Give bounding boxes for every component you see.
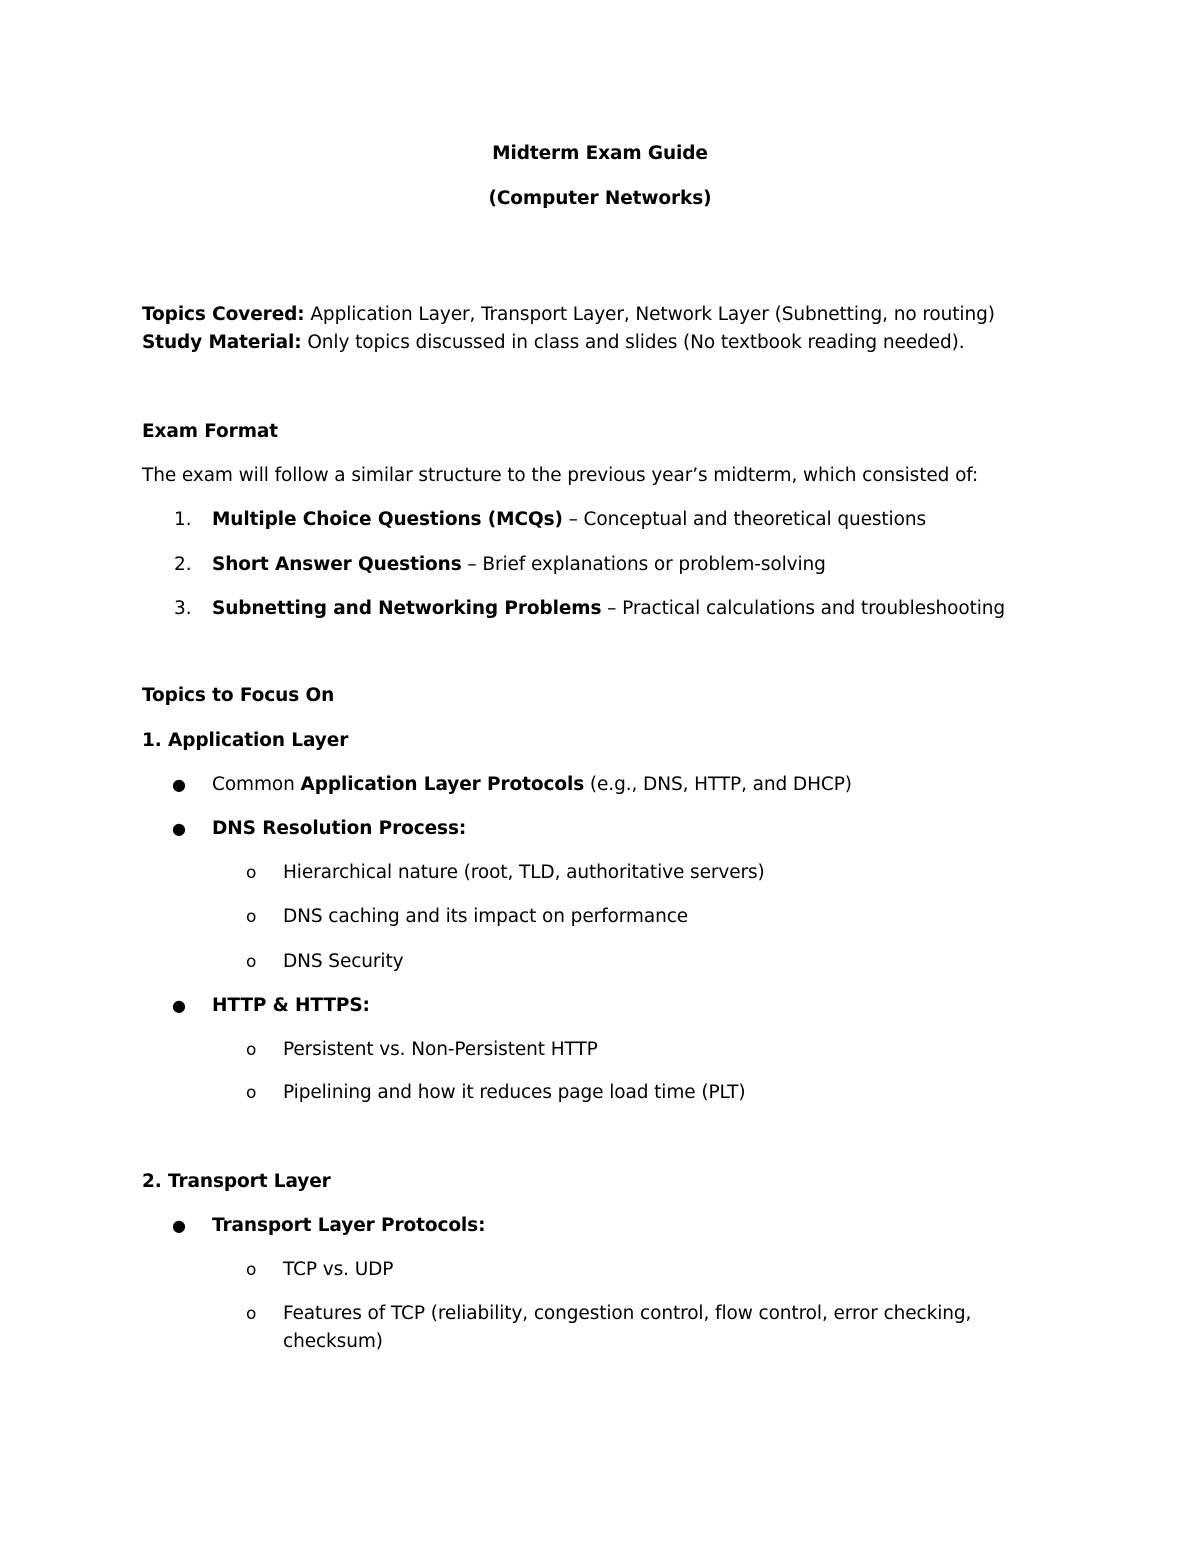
sub-bullet-icon: o <box>246 1040 257 1060</box>
application-protocols-item: Common Application Layer Protocols (e.g., DNS, HTTP, and DHCP) <box>212 774 852 795</box>
list-number: 1. <box>174 509 192 530</box>
dns-sub-item: DNS caching and its impact on performance <box>283 906 689 927</box>
dns-resolution-item: DNS Resolution Process: <box>212 818 467 839</box>
transport-sub-item-continued: checksum) <box>283 1331 383 1352</box>
bullet-icon: ● <box>172 996 186 1015</box>
http-sub-item: Pipelining and how it reduces page load time (PLT) <box>283 1082 746 1103</box>
list-number: 3. <box>174 598 192 619</box>
transport-sub-item: TCP vs. UDP <box>283 1259 394 1280</box>
http-sub-item: Persistent vs. Non-Persistent HTTP <box>283 1039 598 1060</box>
document-title: Midterm Exam Guide <box>492 143 708 164</box>
application-layer-heading: 1. Application Layer <box>142 730 349 751</box>
exam-format-intro: The exam will follow a similar structure to the previous year’s midterm, which consisted of: <box>142 465 979 486</box>
focus-heading: Topics to Focus On <box>142 685 335 706</box>
http-item: HTTP & HTTPS: <box>212 995 370 1016</box>
study-material: Study Material: Only topics discussed in class and slides (No textbook reading needed). <box>142 332 965 353</box>
transport-protocols-item: Transport Layer Protocols: <box>212 1215 486 1236</box>
bullet-icon: ● <box>172 775 186 794</box>
dns-sub-item: Hierarchical nature (root, TLD, authoritative servers) <box>283 862 765 883</box>
transport-layer-heading: 2. Transport Layer <box>142 1171 331 1192</box>
exam-format-item: Subnetting and Networking Problems – Practical calculations and troubleshooting <box>212 598 1006 619</box>
sub-bullet-icon: o <box>246 907 257 927</box>
exam-format-item: Multiple Choice Questions (MCQs) – Conceptual and theoretical questions <box>212 509 926 530</box>
bullet-icon: ● <box>172 819 186 838</box>
transport-sub-item: Features of TCP (reliability, congestion control, flow control, error checking, <box>283 1303 972 1324</box>
sub-bullet-icon: o <box>246 1304 257 1324</box>
list-number: 2. <box>174 554 192 575</box>
document-subtitle: (Computer Networks) <box>488 188 712 209</box>
sub-bullet-icon: o <box>246 863 257 883</box>
exam-format-item: Short Answer Questions – Brief explanations or problem-solving <box>212 554 826 575</box>
sub-bullet-icon: o <box>246 1260 257 1280</box>
sub-bullet-icon: o <box>246 1083 257 1103</box>
exam-format-heading: Exam Format <box>142 421 278 442</box>
sub-bullet-icon: o <box>246 952 257 972</box>
topics-covered: Topics Covered: Application Layer, Transport Layer, Network Layer (Subnetting, no routing) <box>142 304 995 325</box>
dns-sub-item: DNS Security <box>283 951 404 972</box>
bullet-icon: ● <box>172 1216 186 1235</box>
